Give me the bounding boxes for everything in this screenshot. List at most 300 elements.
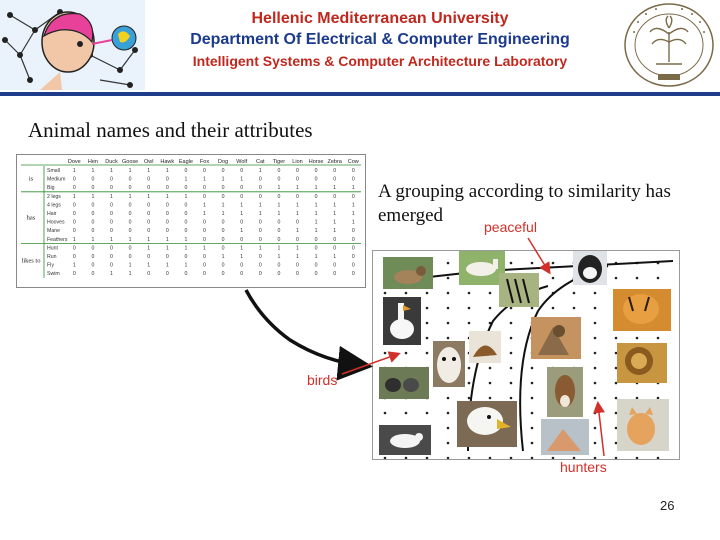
table-cell: 0	[351, 193, 355, 200]
table-cell: 1	[296, 202, 299, 209]
header-divider	[0, 92, 720, 96]
table-cell: 1	[165, 236, 169, 243]
som-node-dot	[426, 322, 429, 325]
table-cell: 0	[165, 271, 169, 278]
som-node-dot	[447, 427, 450, 430]
page-number: 26	[660, 498, 675, 513]
som-node-dot	[510, 262, 513, 265]
table-cell: 1	[296, 245, 299, 252]
table-cell: 0	[277, 236, 281, 243]
table-cell: 1	[147, 262, 151, 269]
table-cell: 0	[258, 236, 262, 243]
table-cell: 1	[277, 254, 281, 260]
table-cell: 0	[240, 168, 244, 174]
table-cell: 0	[296, 236, 299, 243]
table-cell: 0	[110, 228, 113, 235]
table-cell: 1	[240, 245, 244, 252]
som-node-dot	[531, 307, 534, 310]
som-node-dot	[531, 262, 534, 265]
university-seal-icon	[622, 2, 716, 88]
som-node-dot	[468, 457, 471, 459]
som-node-dot	[636, 337, 639, 340]
table-cell: 0	[351, 254, 355, 260]
group-label: is	[28, 175, 34, 183]
table-cell: 1	[203, 211, 206, 217]
table-cell: 0	[221, 271, 225, 278]
table-cell: 0	[351, 262, 355, 269]
table-cell: 0	[203, 271, 206, 278]
som-node-dot	[657, 337, 660, 340]
table-cell: 1	[165, 262, 169, 269]
table-cell: 0	[277, 168, 281, 174]
table-cell: 0	[314, 168, 318, 174]
table-cell: 1	[314, 211, 318, 217]
table-cell: 1	[333, 202, 337, 209]
attribute-label: Big	[47, 185, 55, 192]
som-node-dot	[573, 307, 576, 310]
table-cell: 1	[240, 176, 244, 183]
som-node-dot	[615, 367, 618, 370]
birds-label: birds	[307, 372, 338, 388]
table-cell: 0	[351, 168, 355, 174]
table-cell: 0	[72, 271, 76, 278]
som-node-dot	[447, 337, 450, 340]
animal-header: Dove	[67, 159, 81, 165]
table-cell: 0	[147, 228, 151, 235]
table-cell: 0	[165, 254, 169, 260]
table-cell: 0	[72, 254, 76, 260]
som-node-dot	[426, 292, 429, 295]
table-cell: 0	[314, 271, 318, 278]
som-node-dot	[636, 277, 639, 280]
animal-header: Horse	[308, 159, 324, 165]
table-cell: 1	[258, 168, 262, 174]
som-node-dot	[594, 307, 597, 310]
table-cell: 0	[91, 245, 95, 252]
table-cell: 1	[110, 168, 113, 174]
table-cell: 0	[333, 193, 337, 200]
table-cell: 0	[258, 185, 262, 192]
som-node-dot	[426, 337, 429, 340]
table-cell: 1	[165, 193, 169, 200]
som-node-dot	[531, 367, 534, 370]
table-cell: 0	[128, 202, 132, 209]
cat-icon	[617, 399, 669, 451]
som-node-dot	[447, 397, 450, 400]
table-cell: 1	[91, 168, 95, 174]
som-node-dot	[657, 457, 660, 459]
table-cell: 1	[240, 202, 244, 209]
dove-icon	[379, 425, 431, 455]
som-node-dot	[510, 397, 513, 400]
table-cell: 1	[240, 211, 244, 217]
som-node-dot	[447, 322, 450, 325]
table-cell: 0	[184, 228, 188, 235]
table-cell: 1	[314, 254, 318, 260]
table-cell: 1	[184, 176, 188, 183]
table-cell: 1	[351, 211, 355, 217]
table-cell: 0	[91, 228, 95, 235]
table-cell: 0	[240, 262, 244, 269]
table-cell: 1	[314, 228, 318, 235]
table-cell: 0	[333, 262, 337, 269]
table-cell: 1	[165, 168, 169, 174]
table-cell: 1	[128, 271, 132, 278]
attribute-label: 4 legs	[47, 202, 61, 209]
animal-header: Goose	[121, 159, 139, 165]
table-cell: 0	[314, 236, 318, 243]
cow-icon	[573, 251, 607, 285]
attribute-table	[16, 154, 366, 288]
table-cell: 1	[184, 193, 188, 200]
table-cell: 0	[333, 176, 337, 183]
table-cell: 0	[277, 271, 281, 278]
eagle-icon	[457, 401, 517, 447]
university-name: Hellenic Mediterranean University	[251, 10, 509, 27]
lion-icon	[617, 343, 667, 383]
table-cell: 1	[91, 193, 95, 200]
table-cell: 0	[72, 228, 76, 235]
table-cell: 1	[147, 245, 151, 252]
som-node-dot	[447, 292, 450, 295]
attribute-label: Feathers	[47, 236, 68, 243]
som-node-dot	[426, 457, 429, 459]
animal-header: Cow	[347, 159, 359, 165]
table-cell: 1	[296, 185, 299, 192]
table-cell: 0	[240, 219, 244, 226]
table-cell: 0	[91, 262, 95, 269]
table-cell: 0	[277, 176, 281, 183]
table-cell: 0	[258, 254, 262, 260]
table-cell: 0	[203, 228, 206, 235]
som-node-dot	[552, 457, 555, 459]
table-cell: 0	[147, 185, 151, 192]
som-node-dot	[489, 292, 492, 295]
som-node-dot	[426, 412, 429, 415]
table-cell: 1	[110, 236, 113, 243]
table-cell: 1	[184, 236, 188, 243]
som-node-dot	[573, 292, 576, 295]
table-cell: 0	[296, 168, 299, 174]
som-node-dot	[447, 307, 450, 310]
header-text	[150, 8, 610, 71]
table-cell: 0	[203, 185, 206, 192]
som-node-dot	[594, 397, 597, 400]
table-cell: 0	[203, 168, 206, 174]
som-node-dot	[447, 412, 450, 415]
table-cell: 1	[72, 168, 76, 174]
table-cell: 1	[277, 202, 281, 209]
table-cell: 0	[128, 185, 132, 192]
table-cell: 0	[314, 176, 318, 183]
animal-header: Hawk	[160, 159, 175, 165]
table-cell: 0	[258, 176, 262, 183]
som-node-dot	[447, 277, 450, 280]
som-node-dot	[615, 457, 618, 459]
attribute-label: Run	[47, 254, 57, 260]
table-cell: 0	[258, 271, 262, 278]
table-cell: 0	[128, 219, 132, 226]
som-node-dot	[447, 457, 450, 459]
table-cell: 0	[203, 262, 206, 269]
lab-name: Intelligent Systems & Computer Architecture Laboratory	[192, 53, 568, 69]
table-cell: 0	[221, 219, 225, 226]
som-node-dot	[594, 292, 597, 295]
som-map-panel	[372, 250, 680, 460]
table-cell: 1	[314, 219, 318, 226]
som-node-dot	[615, 277, 618, 280]
table-cell: 0	[240, 193, 244, 200]
table-cell: 0	[128, 245, 132, 252]
table-cell: 1	[203, 202, 206, 209]
table-cell: 1	[110, 271, 113, 278]
table-cell: 1	[333, 228, 337, 235]
som-node-dot	[594, 412, 597, 415]
table-cell: 0	[333, 168, 337, 174]
som-node-dot	[447, 442, 450, 445]
group-label: has	[26, 214, 36, 222]
som-node-dot	[489, 367, 492, 370]
som-node-dot	[615, 352, 618, 355]
table-cell: 1	[351, 202, 355, 209]
som-node-dot	[468, 292, 471, 295]
table-cell: 1	[314, 202, 318, 209]
table-cell: 0	[147, 254, 151, 260]
table-cell: 1	[128, 236, 132, 243]
table-cell: 1	[277, 211, 281, 217]
som-node-dot	[384, 352, 387, 355]
table-cell: 0	[128, 228, 132, 235]
table-cell: 0	[91, 185, 95, 192]
som-node-dot	[489, 397, 492, 400]
table-cell: 0	[147, 202, 151, 209]
table-cell: 1	[258, 202, 262, 209]
slide-header	[0, 0, 720, 95]
som-node-dot	[594, 352, 597, 355]
table-cell: 1	[296, 254, 299, 260]
som-node-dot	[552, 277, 555, 280]
som-node-dot	[426, 352, 429, 355]
table-cell: 0	[203, 193, 206, 200]
attribute-label: Hair	[47, 211, 57, 217]
animal-header: Owl	[143, 159, 154, 165]
table-cell: 1	[333, 211, 337, 217]
table-cell: 0	[240, 185, 244, 192]
attribute-label: Mane	[47, 228, 60, 235]
table-cell: 1	[128, 168, 132, 174]
animal-header: Dog	[218, 159, 229, 165]
table-cell: 0	[128, 176, 132, 183]
table-cell: 1	[240, 254, 244, 260]
table-cell: 0	[110, 254, 113, 260]
som-node-dot	[468, 367, 471, 370]
table-cell: 0	[110, 219, 113, 226]
table-cell: 0	[221, 168, 225, 174]
som-node-dot	[489, 457, 492, 459]
table-cell: 0	[91, 271, 95, 278]
table-cell: 0	[184, 254, 188, 260]
table-cell: 0	[91, 211, 95, 217]
table-cell: 0	[184, 185, 188, 192]
table-cell: 1	[221, 211, 225, 217]
som-node-dot	[636, 397, 639, 400]
table-cell: 0	[296, 219, 299, 226]
table-cell: 1	[91, 236, 95, 243]
som-node-dot	[531, 442, 534, 445]
som-node-dot	[594, 382, 597, 385]
animal-header: Hen	[87, 159, 98, 165]
som-node-dot	[510, 352, 513, 355]
table-cell: 1	[72, 236, 76, 243]
table-cell: 0	[91, 202, 95, 209]
group-label: likes to	[21, 257, 41, 265]
som-node-dot	[426, 307, 429, 310]
table-cell: 1	[184, 245, 188, 252]
som-node-dot	[615, 442, 618, 445]
table-cell: 0	[333, 271, 337, 278]
som-node-dot	[510, 457, 513, 459]
som-node-dot	[489, 307, 492, 310]
table-cell: 0	[203, 236, 206, 243]
table-cell: 0	[184, 219, 188, 226]
som-node-dot	[384, 292, 387, 295]
attribute-label: Hunt	[47, 245, 58, 252]
table-cell: 1	[147, 193, 151, 200]
table-cell: 0	[184, 211, 188, 217]
table-cell: 0	[72, 185, 76, 192]
table-cell: 0	[314, 245, 318, 252]
table-cell: 0	[147, 219, 151, 226]
table-cell: 0	[110, 202, 113, 209]
table-cell: 0	[110, 211, 113, 217]
som-node-dot	[468, 322, 471, 325]
table-cell: 0	[221, 193, 225, 200]
table-cell: 0	[277, 262, 281, 269]
som-node-dot	[384, 412, 387, 415]
som-node-dot	[594, 337, 597, 340]
table-cell: 0	[296, 271, 299, 278]
table-cell: 0	[277, 193, 281, 200]
grouping-heading: A grouping according to similarity has emerged	[378, 181, 671, 226]
zebra-icon	[499, 273, 539, 307]
som-node-dot	[468, 307, 471, 310]
attribute-label: Hooves	[47, 219, 65, 226]
peaceful-label: peaceful	[484, 219, 537, 235]
table-cell: 0	[91, 254, 95, 260]
table-cell: 0	[221, 185, 225, 192]
table-cell: 1	[184, 262, 188, 269]
dog-icon	[547, 367, 583, 417]
hawk-icon	[469, 331, 501, 363]
som-node-dot	[552, 307, 555, 310]
som-node-dot	[615, 427, 618, 430]
tiger-icon	[613, 289, 671, 331]
table-cell: 1	[351, 219, 355, 226]
table-cell: 0	[296, 262, 299, 269]
animal-header: Cat	[256, 159, 265, 165]
table-cell: 0	[333, 245, 337, 252]
table-cell: 0	[258, 219, 262, 226]
table-cell: 1	[296, 228, 299, 235]
owl-icon	[433, 341, 465, 387]
table-cell: 0	[296, 176, 299, 183]
table-cell: 1	[351, 185, 355, 192]
som-node-dot	[405, 352, 408, 355]
som-node-dot	[657, 277, 660, 280]
table-cell: 0	[296, 193, 299, 200]
table-cell: 1	[258, 211, 262, 217]
table-cell: 0	[72, 176, 76, 183]
table-cell: 0	[203, 254, 206, 260]
table-cell: 0	[258, 228, 262, 235]
som-node-dot	[510, 322, 513, 325]
table-cell: 0	[351, 271, 355, 278]
table-cell: 0	[165, 211, 169, 217]
table-cell: 0	[184, 168, 188, 174]
som-node-dot	[531, 382, 534, 385]
som-node-dot	[489, 382, 492, 385]
table-cell: 1	[221, 254, 225, 260]
som-node-dot	[615, 382, 618, 385]
table-cell: 0	[110, 262, 113, 269]
attribute-label: Small	[47, 168, 60, 174]
attribute-label: Swim	[47, 271, 60, 278]
som-node-dot	[510, 337, 513, 340]
table-cell: 0	[258, 262, 262, 269]
som-node-dot	[384, 457, 387, 459]
animal-header: Duck	[105, 159, 118, 165]
table-cell: 0	[351, 236, 355, 243]
table-cell: 0	[91, 176, 95, 183]
som-node-dot	[531, 397, 534, 400]
table-cell: 0	[351, 228, 355, 235]
animal-header: Eagle	[178, 159, 193, 165]
table-cell: 0	[277, 219, 281, 226]
som-node-dot	[615, 397, 618, 400]
table-cell: 0	[221, 228, 225, 235]
som-node-dot	[594, 322, 597, 325]
table-cell: 0	[221, 236, 225, 243]
som-node-dot	[510, 382, 513, 385]
table-cell: 1	[165, 245, 169, 252]
table-cell: 1	[277, 245, 281, 252]
table-cell: 1	[72, 262, 76, 269]
table-cell: 0	[351, 245, 355, 252]
som-node-dot	[468, 382, 471, 385]
som-node-dot	[447, 262, 450, 265]
department-name: Department Of Electrical & Computer Engineering	[190, 31, 570, 48]
table-cell: 0	[72, 211, 76, 217]
table-cell: 0	[110, 176, 113, 183]
som-node-dot	[405, 292, 408, 295]
som-node-dot	[510, 307, 513, 310]
table-cell: 0	[277, 228, 281, 235]
attribute-label: 2 legs	[47, 193, 61, 200]
lab-logo-icon	[0, 0, 145, 90]
table-cell: 0	[128, 211, 132, 217]
table-cell: 0	[72, 219, 76, 226]
table-cell: 0	[72, 245, 76, 252]
table-cell: 1	[128, 193, 132, 200]
table-cell: 0	[110, 245, 113, 252]
table-cell: 0	[147, 211, 151, 217]
table-cell: 1	[203, 176, 206, 183]
table-cell: 1	[277, 185, 281, 192]
animal-header: Lion	[292, 159, 303, 165]
table-cell: 0	[184, 202, 188, 209]
attribute-label: Fly	[47, 262, 54, 269]
som-node-dot	[615, 337, 618, 340]
